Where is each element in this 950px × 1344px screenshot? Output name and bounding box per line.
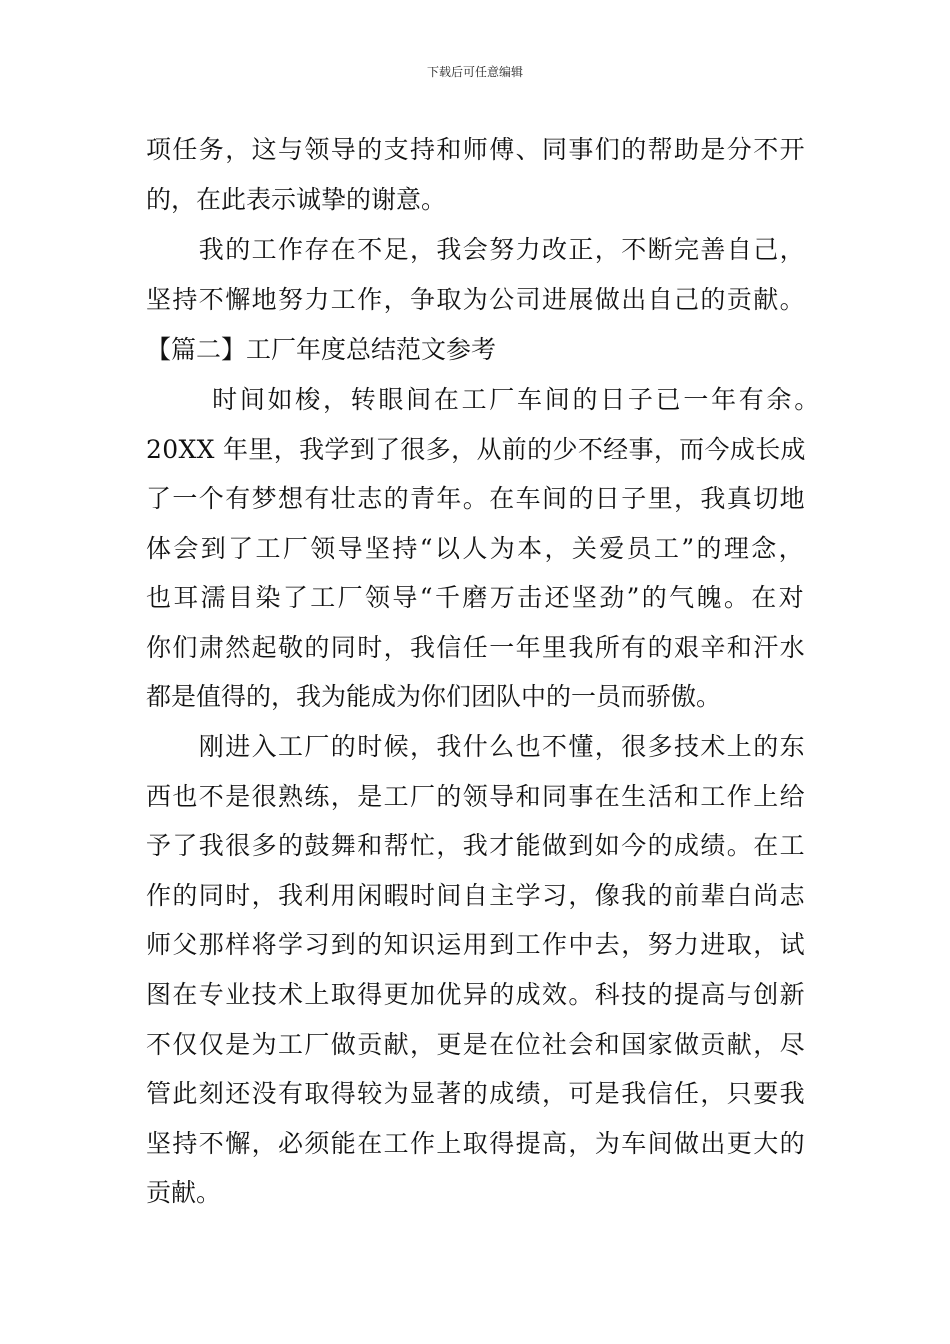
text-line: 西也不是很熟练，是工厂的领导和同事在生活和工作上给 bbox=[146, 782, 807, 811]
text-line: 不仅仅是为工厂做贡献，更是在位社会和国家做贡献，尽 bbox=[146, 1030, 807, 1059]
text-line: 予了我很多的鼓舞和帮忙，我才能做到如今的成绩。在工 bbox=[146, 831, 807, 860]
text-line: 体会到了工厂领导坚持“以人为本，关爱员工”的理念， bbox=[146, 534, 807, 563]
text-line: 你们肃然起敬的同时，我信任一年里我所有的艰辛和汗水 bbox=[146, 633, 807, 662]
text-line: 作的同时，我利用闲暇时间自主学习，像我的前辈白尚志 bbox=[146, 881, 807, 910]
text-line: 的，在此表示诚挚的谢意。 bbox=[146, 185, 447, 214]
text-line: 时间如梭，转眼间在工厂车间的日子已一年有余。 bbox=[146, 385, 822, 414]
section-heading: 【篇二】工厂年度总结范文参考 bbox=[146, 335, 497, 364]
text-line: 了一个有梦想有壮志的青年。在车间的日子里，我真切地 bbox=[146, 484, 807, 513]
text-line: 图在专业技术上取得更加优异的成效。科技的提高与创新 bbox=[146, 980, 807, 1009]
text-line: 刚进入工厂的时候，我什么也不懂，很多技术上的东 bbox=[146, 732, 807, 761]
text-line: 都是值得的，我为能成为你们团队中的一员而骄傲。 bbox=[146, 682, 722, 711]
text-line: 20XX 年里，我学到了很多，从前的少不经事，而今成长成 bbox=[146, 435, 806, 464]
text-line: 师父那样将学习到的知识运用到工作中去，努力进取，试 bbox=[146, 930, 807, 959]
text-line: 项任务，这与领导的支持和师傅、同事们的帮助是分不开 bbox=[146, 135, 807, 164]
text-line: 也耳濡目染了工厂领导“千磨万击还坚劲”的气魄。在对 bbox=[146, 583, 807, 612]
text-line: 坚持不懈地努力工作，争取为公司进展做出自己的贡献。 bbox=[146, 285, 807, 314]
text-line: 管此刻还没有取得较为显著的成绩，可是我信任，只要我 bbox=[146, 1079, 807, 1108]
text-line: 我的工作存在不足，我会努力改正，不断完善自己， bbox=[146, 235, 807, 264]
text-line: 坚持不懈，必须能在工作上取得提高，为车间做出更大的 bbox=[146, 1129, 807, 1158]
page-header: 下载后可任意编辑 bbox=[426, 65, 523, 79]
text-line: 贡献。 bbox=[146, 1178, 222, 1207]
